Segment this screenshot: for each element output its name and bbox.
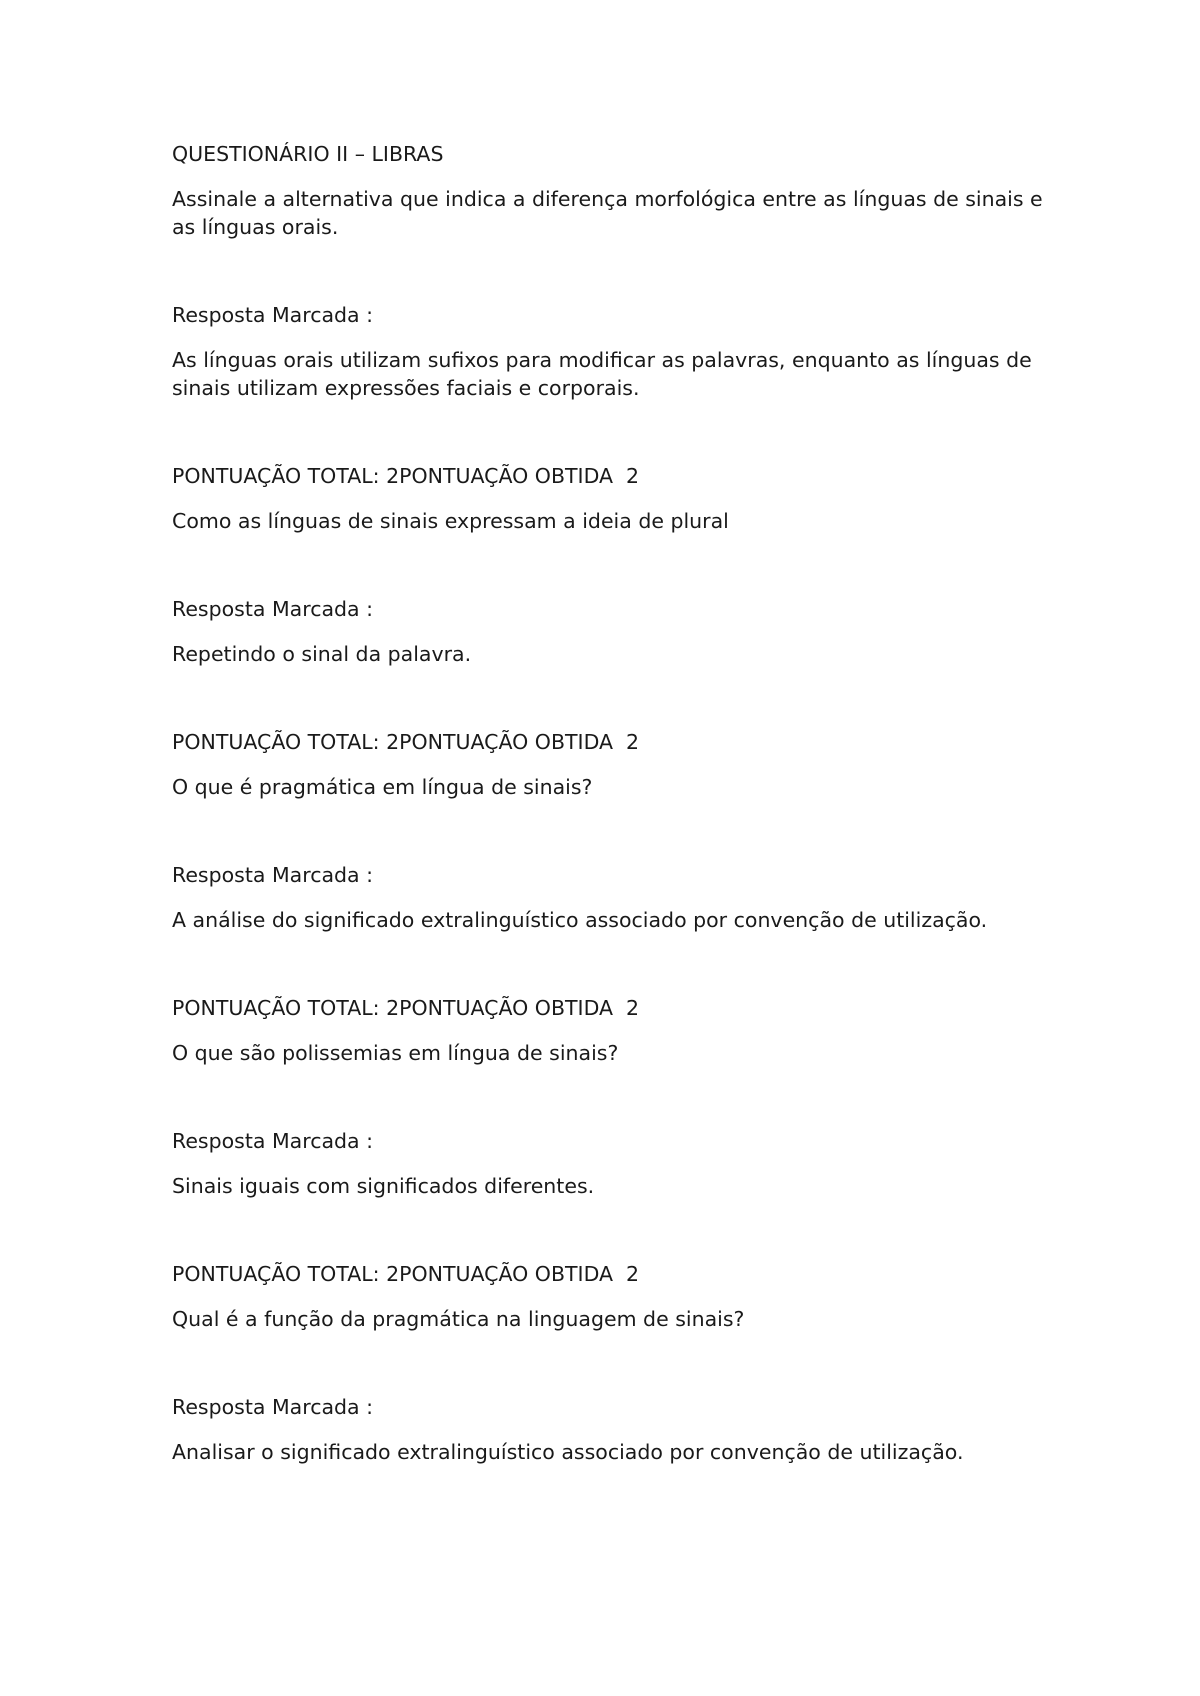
score-text: PONTUAÇÃO TOTAL: 2PONTUAÇÃO OBTIDA 2 (172, 996, 640, 1020)
score-text: PONTUAÇÃO TOTAL: 2PONTUAÇÃO OBTIDA 2 (172, 730, 640, 754)
question-text: Assinale a alternativa que indica a diferença morfológica entre as línguas de sinais e as línguas orais. (172, 187, 1050, 239)
response-label: Resposta Marcada : (172, 863, 374, 887)
answer-text: A análise do significado extralinguístico associado por convenção de utilização. (172, 908, 988, 932)
answer-text: Sinais iguais com significados diferentes. (172, 1174, 595, 1198)
score-text: PONTUAÇÃO TOTAL: 2PONTUAÇÃO OBTIDA 2 (172, 1262, 640, 1286)
response-label: Resposta Marcada : (172, 303, 374, 327)
answer-text: Analisar o significado extralinguístico associado por convenção de utilização. (172, 1440, 964, 1464)
question-text: O que são polissemias em língua de sinais? (172, 1041, 619, 1065)
answer-text: As línguas orais utilizam sufixos para modificar as palavras, enquanto as línguas de sinais utilizam expressões faciais e corporais. (172, 348, 1039, 400)
question-text: O que é pragmática em língua de sinais? (172, 775, 593, 799)
response-label: Resposta Marcada : (172, 1129, 374, 1153)
document-title: QUESTIONÁRIO II – LIBRAS (172, 142, 444, 166)
response-label: Resposta Marcada : (172, 1395, 374, 1419)
question-text: Como as línguas de sinais expressam a ideia de plural (172, 509, 729, 533)
score-text: PONTUAÇÃO TOTAL: 2PONTUAÇÃO OBTIDA 2 (172, 464, 640, 488)
response-label: Resposta Marcada : (172, 597, 374, 621)
answer-text: Repetindo o sinal da palavra. (172, 642, 472, 666)
question-text: Qual é a função da pragmática na linguagem de sinais? (172, 1307, 745, 1331)
document-page (172, 140, 1052, 1526)
